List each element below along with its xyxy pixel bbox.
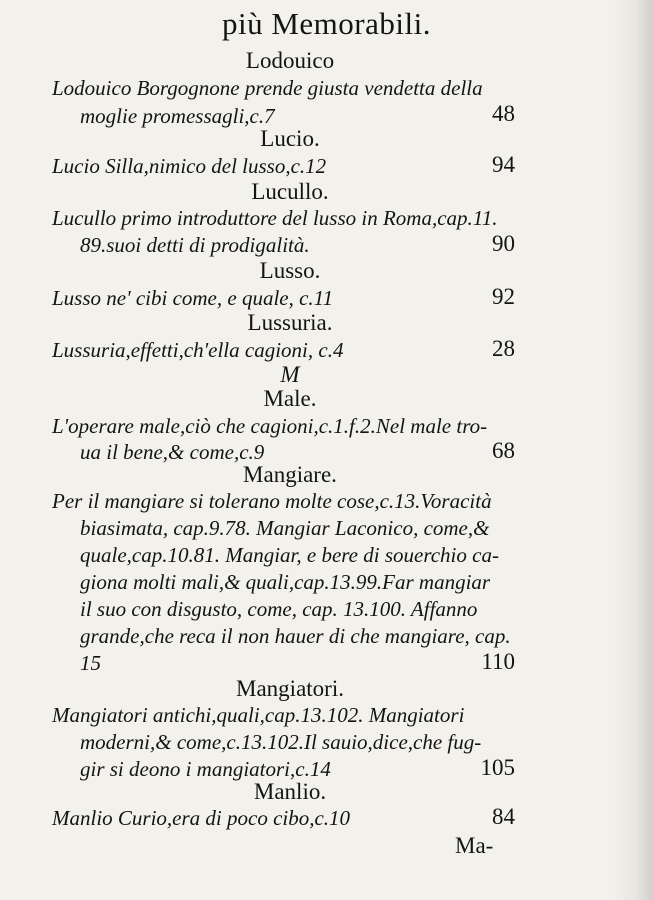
page-number-mangiatori: 105 — [480, 755, 515, 780]
entry-mangiare-line-3: quale,cap.10.81. Mangiar, e bere di souerchio ca- — [80, 543, 499, 567]
heading-lodouico: Lodouico — [245, 48, 335, 73]
heading-lucullo: Lucullo. — [251, 179, 329, 204]
page-number-lodouico: 48 — [492, 101, 515, 126]
entry-lusso-line-1: Lusso ne' cibi come, e quale, c.11 — [52, 286, 334, 310]
entry-lodouico-line-2: moglie promessagli,c.7 — [80, 104, 275, 128]
entry-mangiatori-line-1: Mangiatori antichi,quali,cap.13.102. Mangiatori — [52, 703, 465, 727]
heading-letter-m: M — [280, 362, 300, 387]
page-number-manlio: 84 — [492, 804, 515, 829]
entry-mangiatori-line-3: gir si deono i mangiatori,c.14 — [80, 757, 331, 781]
entry-mangiare-line-5: il suo con disgusto, come, cap. 13.100. Affanno — [80, 597, 478, 621]
entry-mangiare-line-7: 15 — [80, 651, 101, 675]
page-number-lussuria: 28 — [492, 336, 515, 361]
entry-lussuria-line-1: Lussuria,effetti,ch'ella cagioni, c.4 — [52, 338, 344, 362]
page-number-lucio: 94 — [492, 152, 515, 177]
heading-male: Male. — [263, 386, 317, 411]
entry-male-line-2: ua il bene,& come,c.9 — [80, 440, 265, 464]
heading-lusso: Lusso. — [259, 258, 321, 283]
heading-mangiare: Mangiare. — [243, 462, 337, 487]
entry-mangiare-line-4: giona molti mali,& quali,cap.13.99.Far mangiar — [80, 570, 491, 594]
entry-lucullo-line-1: Lucullo primo introduttore del lusso in Roma,cap.11. — [52, 206, 498, 230]
page-number-lusso: 92 — [492, 284, 515, 309]
heading-lussuria: Lussuria. — [247, 310, 333, 335]
entry-lucio-line-1: Lucio Silla,nimico del lusso,c.12 — [52, 154, 327, 178]
entry-mangiatori-line-2: moderni,& come,c.13.102.Il sauio,dice,che fug- — [80, 730, 482, 754]
catchword: Ma- — [455, 833, 494, 858]
entry-lucullo-line-2: 89.suoi detti di prodigalità. — [80, 233, 310, 257]
page-number-mangiare: 110 — [481, 649, 515, 674]
heading-manlio: Manlio. — [253, 779, 327, 804]
entry-mangiare-line-6: grande,che reca il non hauer di che mangiare, cap. — [80, 624, 511, 648]
entry-mangiare-line-2: biasimata, cap.9.78. Mangiar Laconico, come,& — [80, 516, 490, 540]
entry-manlio-line-1: Manlio Curio,era di poco cibo,c.10 — [52, 806, 351, 830]
entry-mangiare-line-1: Per il mangiare si tolerano molte cose,c.13.Voracità — [52, 489, 492, 513]
page-edge-shadow — [613, 0, 653, 900]
entry-male-line-1: L'operare male,ciò che cagioni,c.1.f.2.Nel male tro- — [52, 414, 488, 438]
page-number-male: 68 — [492, 438, 515, 463]
entry-lodouico-line-1: Lodouico Borgognone prende giusta vendetta della — [52, 76, 483, 100]
page-number-lucullo: 90 — [492, 231, 515, 256]
heading-mangiatori: Mangiatori. — [236, 676, 344, 701]
heading-lucio: Lucio. — [260, 126, 320, 151]
running-head: più Memorabili. — [222, 6, 431, 41]
